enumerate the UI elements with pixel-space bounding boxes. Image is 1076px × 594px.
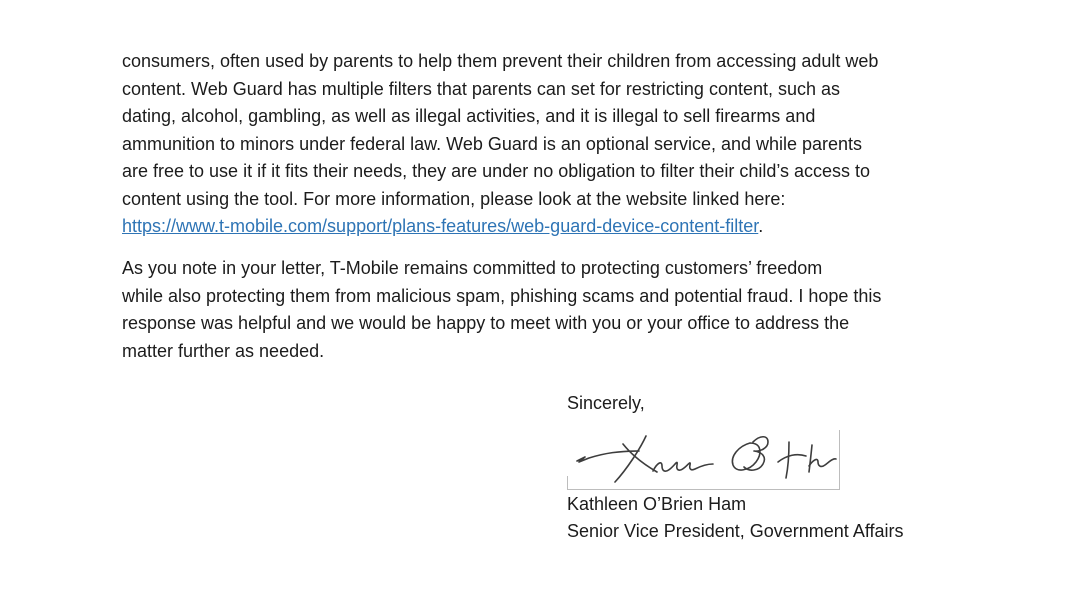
link-period: .: [758, 216, 764, 236]
text-line: As you note in your letter, T-Mobile remains committed to protecting customers’ freedom: [122, 258, 823, 278]
text-line: ammunition to minors under federal law. Web Guard is an optional service, and while parents: [122, 133, 863, 154]
text-line: are free to use it if it fits their needs, they are under no obligation to filter their child’s access to: [122, 161, 871, 181]
text-line: response was helpful and we would be happy to meet with you or your office to address the: [122, 313, 850, 333]
signature-image: [567, 430, 840, 490]
text-line: content. Web Guard has multiple filters that parents can set for restricting content, such as: [122, 78, 841, 99]
web-guard-link[interactable]: https://www.t-mobile.com/support/plans-features/web-guard-device-content-filter: [122, 216, 759, 236]
signatory-name: Kathleen O’Brien Ham: [567, 494, 747, 514]
paragraph-web-guard: [122, 48, 878, 241]
closing-salutation: Sincerely,: [567, 393, 645, 413]
text-line: content using the tool. For more information, please look at the website linked here:: [122, 188, 786, 209]
link-line: [122, 213, 878, 241]
paragraph-commitment: [122, 255, 881, 365]
text-line: dating, alcohol, gambling, as well as illegal activities, and it is illegal to sell firearms and: [122, 106, 816, 126]
text-line: matter further as needed.: [122, 340, 325, 361]
text-line: while also protecting them from malicious spam, phishing scams and potential fraud. I hope this: [122, 285, 882, 306]
signature-block: [567, 491, 904, 545]
signature-scrawl: [567, 430, 839, 489]
text-line: consumers, often used by parents to help them prevent their children from accessing adult web: [122, 51, 879, 71]
signatory-title: Senior Vice President, Government Affairs: [567, 521, 904, 541]
